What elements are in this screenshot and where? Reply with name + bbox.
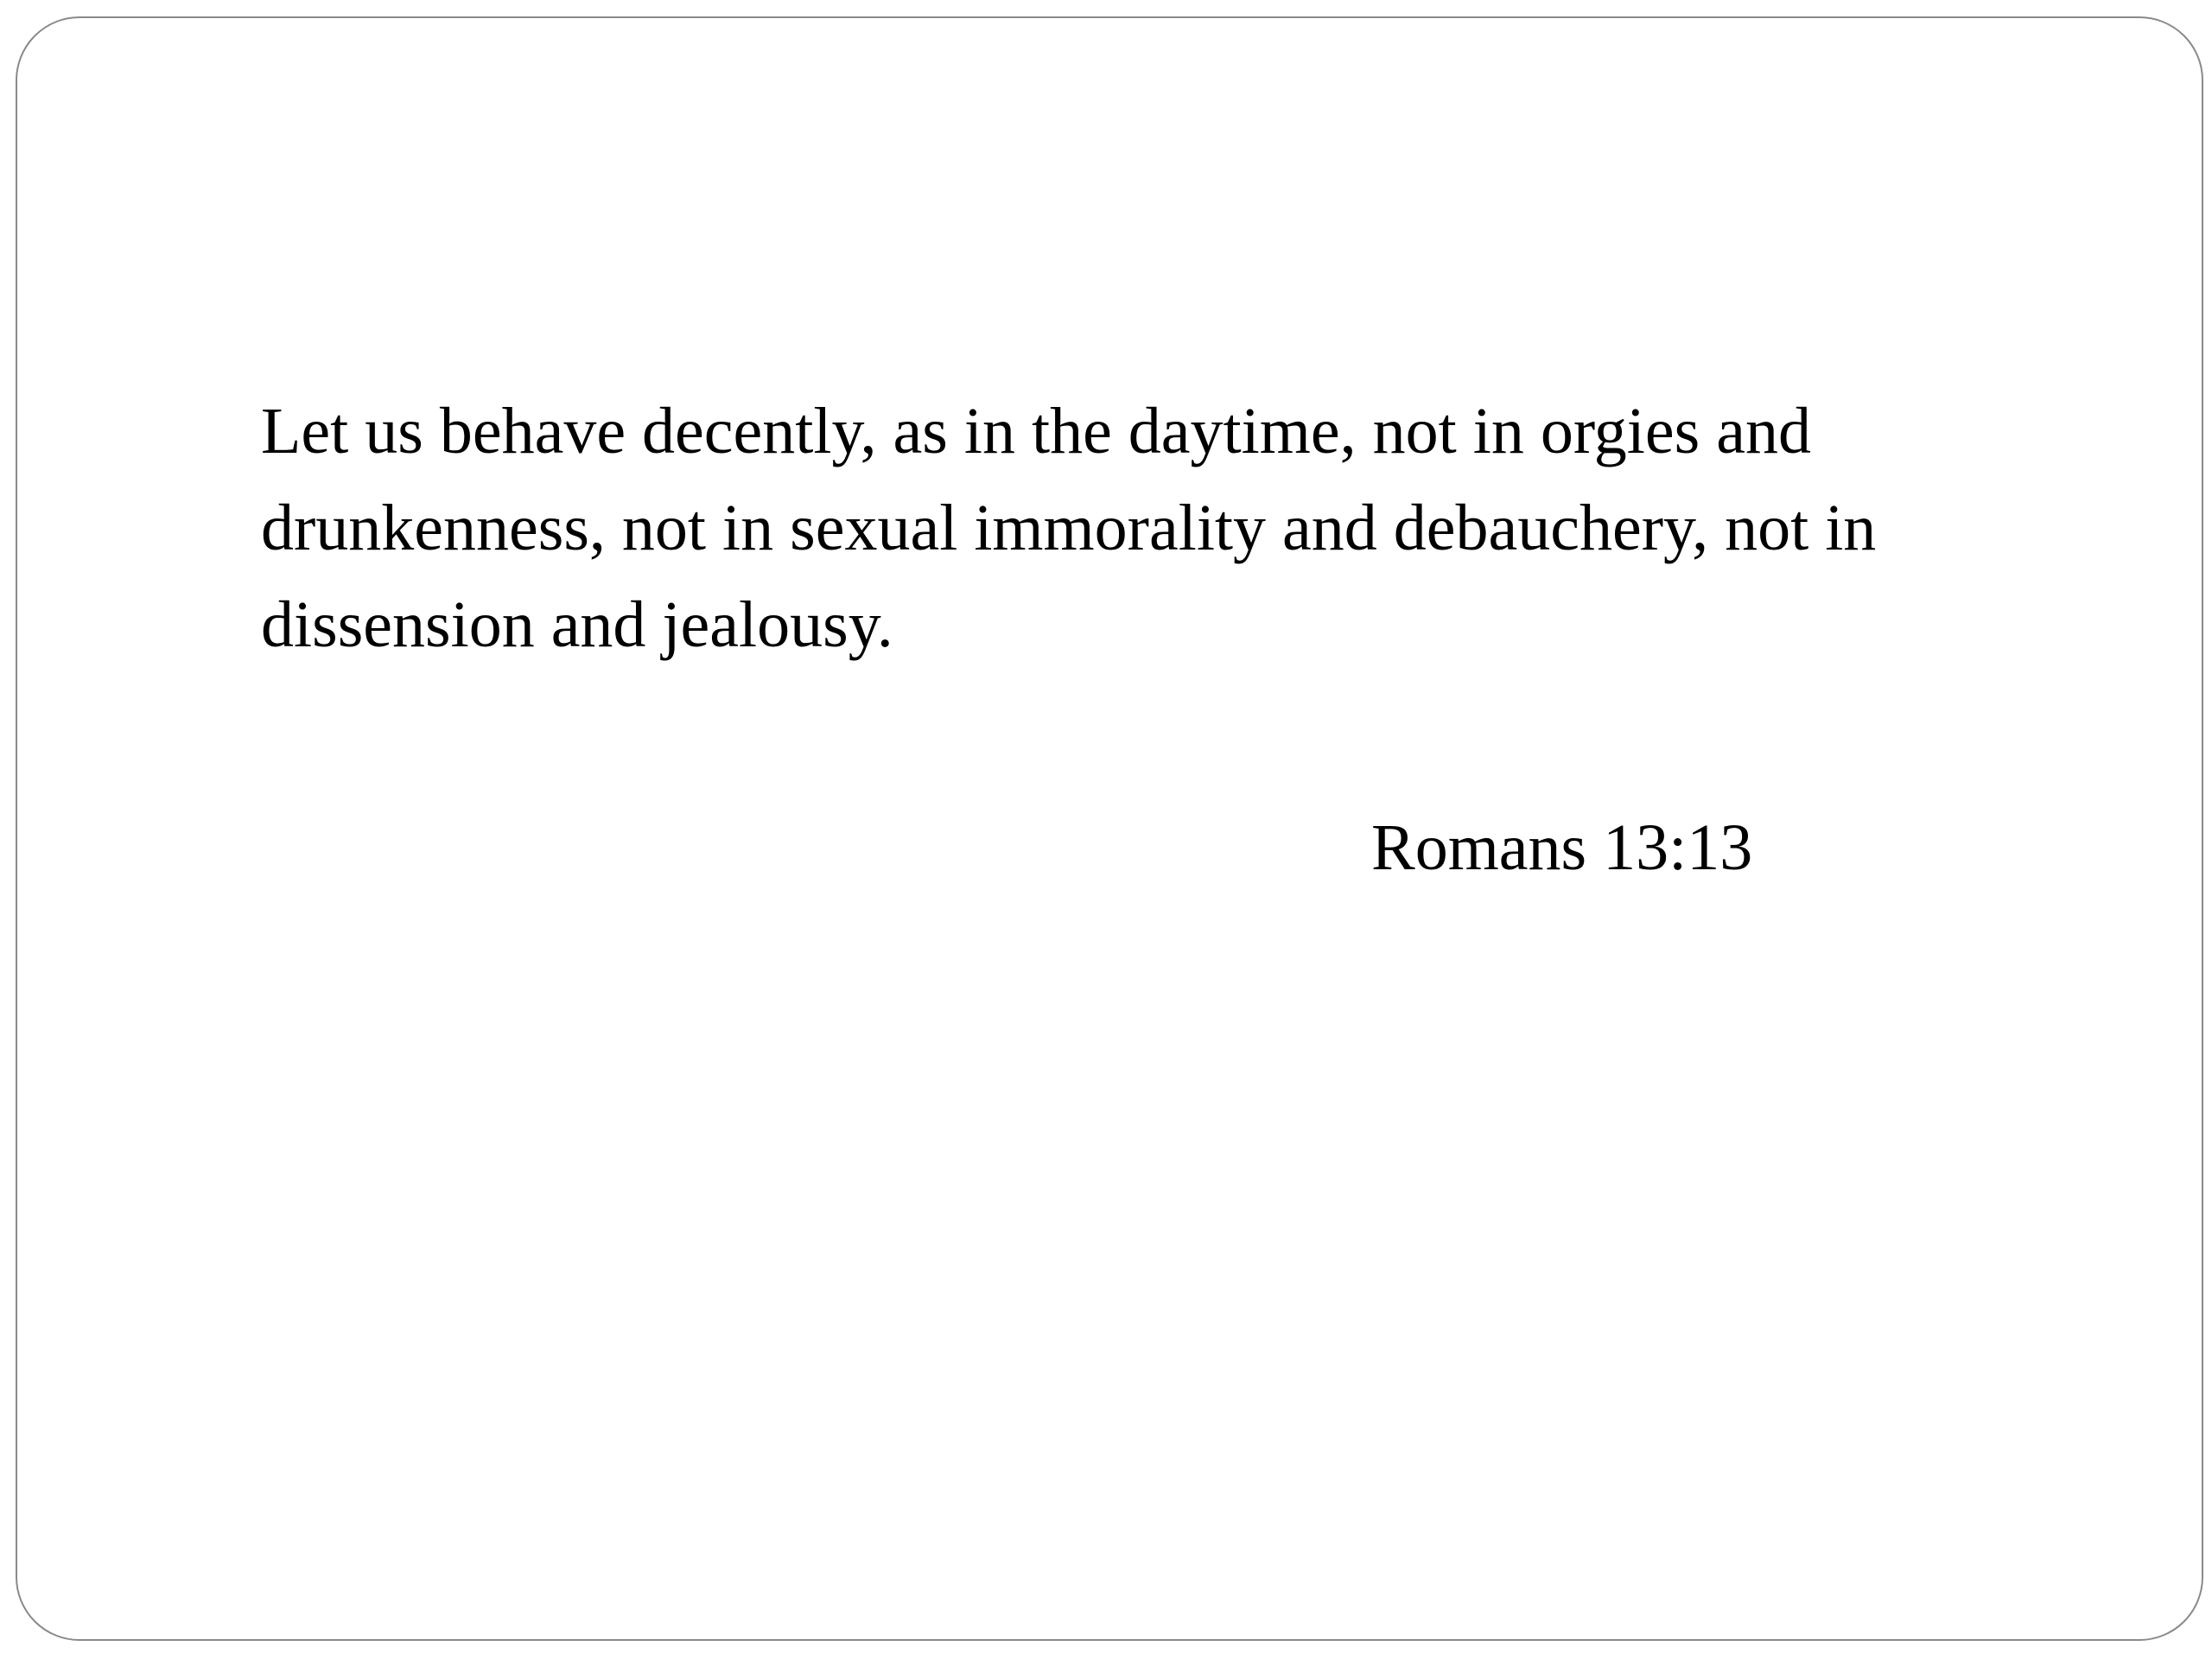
slide	[16, 16, 2203, 1641]
scripture-quote: Let us behave decently, as in the daytime, not in orgies and drunkenness, not in sexual immorality and debauchery, not in dissension and jealousy.	[261, 395, 1877, 661]
scripture-reference: Romans 13:13	[1371, 811, 1753, 884]
